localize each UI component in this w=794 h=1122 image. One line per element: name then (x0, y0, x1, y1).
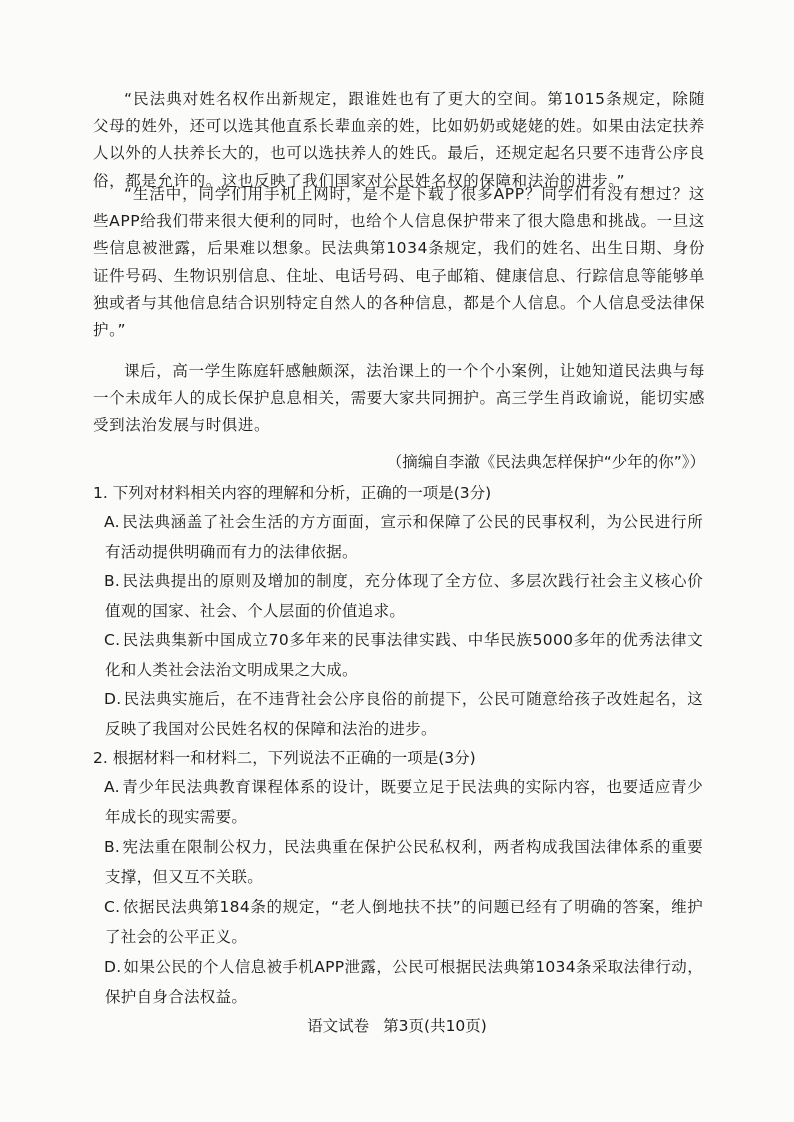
option-text: 青少年民法典教育课程体系的设计，既要立足于民法典的实际内容，也要适应青少年成长的现实需要。 (105, 778, 703, 826)
footer-page-number: 第3页(共10页) (383, 1017, 487, 1035)
option-text: 民法典实施后，在不违背社会公序良俗的前提下，公民可随意给孩子改姓起名，这反映了我国对公民姓名权的保障和法治的进步。 (105, 690, 703, 738)
question-1-option-a (105, 508, 703, 567)
option-text: 民法典提出的原则及增加的制度，充分体现了全方位、多层次践行社会主义核心价值观的国家、社会、个人层面的价值追求。 (105, 572, 703, 620)
option-text: 民法典集新中国成立70多年来的民事法律实践、中华民族5000多年的优秀法律文化和人类社会法治文明成果之大成。 (105, 631, 703, 679)
option-label: D. (104, 690, 122, 708)
question-1-stem: 1. 下列对材料相关内容的理解和分析，正确的一项是(3分) (93, 484, 492, 502)
page-footer (0, 1014, 794, 1038)
option-label: D. (104, 958, 122, 976)
question-2-option-c (105, 893, 703, 952)
option-label: C. (104, 898, 121, 916)
option-label: B. (104, 838, 121, 856)
option-label: B. (104, 572, 121, 590)
question-1-option-d (105, 685, 703, 744)
passage-paragraph-2: “生活中，同学们用手机上网时，是不是下载了很多APP？同学们有没有想过？这些APP给我们带来很大便利的同时，也给个人信息保护带来了很大隐患和挑战。一旦这些信息被泄露，后果难以想象。民法典第1034条规定，我们的姓名、出生日期、身份证件号码、生物识别信息、住址、电话号码、电子邮箱、健康信息、行踪信息等能够单独或者与其他信息结合识别特定自然人的各种信息，都是个人信息。个人信息受法律保护。” (93, 185, 705, 340)
option-text: 依据民法典第184条的规定，“老人倒地扶不扶”的问题已经有了明确的答案，维护了社会的公平正义。 (105, 898, 703, 946)
option-label: A. (104, 778, 120, 796)
footer-subject: 语文试卷 (307, 1017, 370, 1035)
passage-paragraph-1: “民法典对姓名权作出新规定，跟谁姓也有了更大的空间。第1015条规定，除随父母的姓外，还可以选其他直系长辈血亲的姓，比如奶奶或姥姥的姓。如果由法定扶养人以外的人扶养长大的，也可以选扶养人的姓氏。最后，还规定起名只要不违背公序良俗，都是允许的。这也反映了我们国家对公民姓名权的保障和法治的进步。” (93, 90, 705, 190)
question-1-option-b (105, 567, 703, 626)
question-2-option-a (105, 773, 703, 832)
question-1-option-c (105, 626, 703, 685)
question-2-stem: 2. 根据材料一和材料二，下列说法不正确的一项是(3分) (93, 749, 476, 767)
option-text: 如果公民的个人信息被手机APP泄露，公民可根据民法典第1034条采取法律行动，保护自身合法权益。 (105, 958, 703, 1006)
question-2-option-d (105, 953, 703, 1012)
question-2-option-b (105, 833, 703, 892)
passage-paragraph-3: 课后，高一学生陈庭轩感触颇深，法治课上的一个个小案例，让她知道民法典与每一个未成年人的成长保护息息相关，需要大家共同拥护。高三学生肖政谕说，能切实感受到法治发展与时俱进。 (93, 362, 705, 435)
option-label: C. (104, 631, 121, 649)
option-text: 宪法重在限制公权力，民法典重在保护公民私权利，两者构成我国法律体系的重要支撑，但又互不关联。 (105, 838, 703, 886)
passage-source: （摘编自李澈《民法典怎样保护“少年的你”》） (386, 453, 705, 471)
option-label: A. (104, 513, 120, 531)
option-text: 民法典涵盖了社会生活的方方面面，宣示和保障了公民的民事权利，为公民进行所有活动提供明确而有力的法律依据。 (105, 513, 703, 561)
